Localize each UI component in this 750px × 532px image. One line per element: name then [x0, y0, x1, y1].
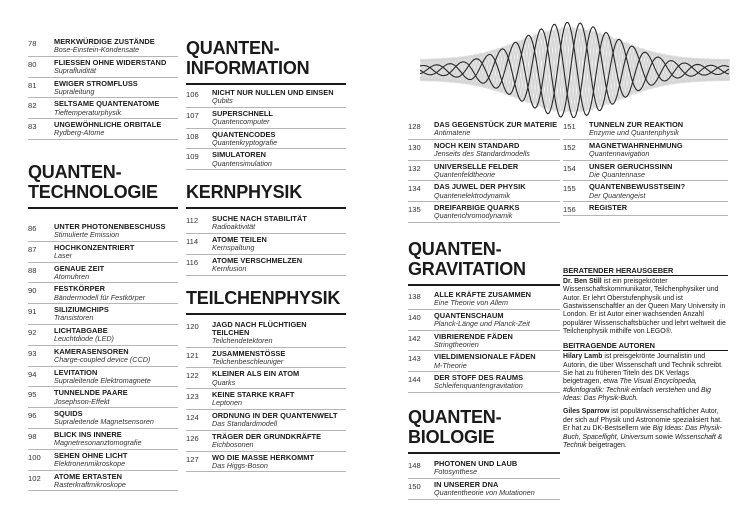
- author1-text-b: und: [685, 386, 702, 394]
- entry-title: SUCHE NACH STABILITÄT: [212, 214, 307, 224]
- entry-subtitle: Supraleitende Magnetsensoren: [54, 417, 154, 427]
- entry-text: [54, 473, 178, 490]
- entry-subtitle: Quantenkryptografie: [212, 137, 278, 147]
- entry-text: [54, 327, 178, 344]
- page-number: 135: [408, 205, 421, 215]
- page-number: 94: [28, 369, 37, 379]
- entry-text: [212, 215, 346, 232]
- toc-list-biologie: [408, 458, 560, 500]
- toc-entry: [408, 181, 560, 202]
- entry-title: SUPERSCHNELL: [212, 108, 273, 118]
- page-number: 91: [28, 307, 37, 317]
- page-number: 128: [408, 122, 421, 131]
- entry-title: ALLE KRÄFTE ZUSAMMEN: [434, 289, 532, 299]
- entry-subtitle: Atomuhren: [54, 271, 90, 281]
- entry-title: ATOME TEILEN: [212, 234, 267, 244]
- toc-entry: [28, 450, 178, 471]
- entry-text: [589, 183, 728, 200]
- entry-title: TRÄGER DER GRUNDKRÄFTE: [212, 431, 322, 441]
- toc-entry: [563, 181, 728, 202]
- page-number: 109: [186, 152, 199, 162]
- toc-entry: [28, 408, 178, 429]
- page-number: 90: [28, 286, 37, 296]
- entry-subtitle: M-Theorie: [434, 360, 467, 370]
- entry-text: [212, 433, 346, 450]
- page-number: 154: [563, 163, 576, 173]
- entry-title: FLIESSEN OHNE WIDERSTAND: [54, 57, 167, 67]
- entry-title: TUNNELN ZUR REAKTION: [589, 120, 684, 129]
- page-number: 87: [28, 244, 37, 254]
- entry-subtitle: Quarks: [212, 377, 236, 387]
- toc-entry: [28, 57, 178, 78]
- toc-entry: [28, 367, 178, 388]
- entry-subtitle: Enzyme und Quantenphysik: [589, 128, 679, 138]
- entry-title: VIBRIERENDE FÄDEN: [434, 331, 513, 341]
- advisor-name: Dr. Ben Still: [563, 278, 602, 285]
- toc-entry: [186, 348, 346, 369]
- entry-subtitle: Magnetresonanztomografie: [54, 438, 142, 448]
- entry-text: [434, 481, 560, 498]
- page-number: 78: [28, 39, 37, 48]
- entry-title: NICHT NUR NULLEN UND EINSEN: [212, 88, 334, 97]
- entry-subtitle: Elektronenmikroskope: [54, 458, 126, 468]
- entry-subtitle: Teilchenbeschleuniger: [212, 356, 284, 366]
- section-heading-technologie: QUANTEN- TECHNOLOGIE: [28, 162, 178, 209]
- author1-name: Hilary Lamb: [563, 353, 603, 361]
- page-number: 102: [28, 473, 41, 483]
- page-number: 93: [28, 348, 37, 358]
- author1-bio: [563, 353, 728, 403]
- page-number: 121: [186, 350, 199, 360]
- page-number: 95: [28, 390, 37, 400]
- entry-subtitle: Stimulierte Emission: [54, 230, 120, 240]
- entry-subtitle: Quantencomputer: [212, 117, 270, 126]
- page-number: 155: [563, 184, 576, 194]
- entry-text: [54, 389, 178, 406]
- entry-subtitle: Teilchendetektoren: [212, 335, 273, 345]
- entry-title: FESTKÖRPER: [54, 284, 106, 294]
- entry-subtitle: Quantennavigation: [589, 149, 650, 158]
- entry-title: DER STOFF DES RAUMS: [434, 373, 524, 383]
- page-number: 106: [186, 90, 199, 99]
- entry-subtitle: Schleifenquantengravitation: [434, 381, 523, 391]
- page-number: 96: [28, 411, 37, 421]
- page-number: 143: [408, 354, 421, 364]
- entry-text: [212, 412, 346, 429]
- toc-column-d: [563, 119, 728, 216]
- toc-entry: [28, 304, 178, 325]
- entry-text: [54, 100, 178, 117]
- author1-text-a: ist preisgekrönte Journalistin und Autorin, die über Wissenschaft und Technik schreibt. Sie hat zu früheren Titeln des DK Verlags beigetragen, etwa: [563, 353, 723, 386]
- entry-title: UNIVERSELLE FELDER: [434, 161, 519, 171]
- wave-illustration: [420, 22, 730, 118]
- entry-subtitle: Supraleitende Elektromagnete: [54, 375, 151, 385]
- entry-subtitle: Der Quantengeist: [589, 190, 646, 200]
- section-heading-biologie: QUANTEN- BIOLOGIE: [408, 407, 560, 454]
- entry-title: ZUSAMMENSTÖSSE: [212, 348, 286, 358]
- entry-text: [434, 353, 560, 370]
- toc-entry: [186, 319, 346, 348]
- page-number: 108: [186, 131, 199, 141]
- entry-title: KLEINER ALS EIN ATOM: [212, 369, 300, 379]
- entry-title: ATOME ERTASTEN: [54, 471, 123, 481]
- entry-title: LEVITATION: [54, 367, 98, 377]
- author2-text-a: ist populärwissenschaftlicher Autor, der sich auf Physik und Astronomie spezialisiert hat. Er hat zu DK-Bestsellern wie: [563, 408, 722, 433]
- entry-title: KAMERASENSOREN: [54, 346, 129, 356]
- entry-subtitle: Bose-Einstein-Kondensate: [54, 45, 140, 55]
- entry-subtitle: Fotosynthese: [434, 467, 478, 477]
- author1-book2: Big Ideas: Das Physik-Buch.: [563, 386, 711, 403]
- page-number: 126: [186, 433, 199, 443]
- entry-subtitle: Josephson-Effekt: [54, 396, 110, 406]
- page-number: 82: [28, 101, 37, 111]
- toc-entry: [186, 234, 346, 255]
- toc-entry: [408, 119, 560, 140]
- entry-subtitle: Charge-coupled device (CCD): [54, 354, 151, 364]
- toc-entry: [28, 98, 178, 119]
- entry-title: JAGD NACH FLÜCHTIGEN TEILCHEN: [212, 319, 307, 337]
- page-number: 116: [186, 257, 199, 267]
- entry-subtitle: Das Standardmodell: [212, 419, 278, 429]
- toc-entry: [186, 368, 346, 389]
- entry-subtitle: Tieftemperaturphysik: [54, 107, 122, 117]
- entry-subtitle: Die Quantennase: [589, 169, 645, 179]
- entry-subtitle: Quantenfeldtheorie: [434, 169, 496, 179]
- entry-subtitle: Stringtheorien: [434, 339, 479, 349]
- entry-text: [589, 204, 728, 214]
- page-number: 80: [28, 59, 37, 69]
- entry-text: [212, 454, 346, 471]
- entry-subtitle: Rasterkraftmikroskope: [54, 479, 126, 489]
- toc-entry: [186, 129, 346, 150]
- entry-subtitle: Rydberg-Atome: [54, 128, 105, 138]
- entry-title: BLICK INS INNERE: [54, 429, 122, 439]
- page-number: 86: [28, 223, 37, 233]
- entry-title: GENAUE ZEIT: [54, 263, 105, 273]
- entry-subtitle: Qubits: [212, 96, 233, 106]
- toc-entry: [408, 202, 560, 223]
- page-number: 98: [28, 431, 37, 441]
- toc-entry: [408, 310, 560, 331]
- credits-block: [563, 266, 728, 455]
- page-number: 83: [28, 122, 37, 132]
- entry-subtitle: Kernfusion: [212, 263, 247, 273]
- entry-text: [54, 306, 178, 323]
- entry-text: [212, 257, 346, 274]
- entry-subtitle: Suprafluidität: [54, 66, 96, 75]
- page-number: 123: [186, 392, 199, 402]
- entry-title: MAGNETWAHRNEHMUNG: [589, 140, 683, 150]
- entry-text: [212, 321, 346, 346]
- authors-heading: BEITRAGENDE AUTOREN: [563, 341, 655, 351]
- author2-book2: Wissenschaft & Technik: [563, 433, 723, 449]
- entry-text: [54, 285, 178, 302]
- page-number: 152: [563, 142, 576, 152]
- entry-title: HOCHKONZENTRIERT: [54, 242, 135, 252]
- entry-text: [434, 312, 560, 329]
- entry-subtitle: Antimaterie: [434, 128, 471, 138]
- entry-text: [212, 350, 346, 367]
- page-number: 150: [408, 481, 421, 491]
- toc-entry: [28, 119, 178, 140]
- entry-text: [54, 452, 178, 469]
- advisor-text: ist ein preisgekrönter Wissenschaftskommunikator, Teilchenphysiker und Autor. Er lehrt Oberstufenphysik und ist Gastwissenschaftler an der Queen Mary University in London. Er ist Autor einer wachsenden Anzahl populärer Wissenschaftsbücher und lehrt weltweit die Teilchenphysik mithilfe von LEGO®.: [563, 278, 726, 336]
- entry-text: [54, 348, 178, 365]
- toc-entry: [28, 471, 178, 492]
- entry-title: SILIZIUMCHIPS: [54, 305, 109, 315]
- section-heading-teilchenphysik: TEILCHENPHYSIK: [186, 288, 346, 315]
- toc-entry: [408, 289, 560, 310]
- toc-entry: [28, 78, 178, 99]
- toc-list-information: [186, 87, 346, 170]
- entry-title: SQUIDS: [54, 409, 83, 419]
- page-number: 107: [186, 110, 199, 120]
- page-number: 148: [408, 460, 421, 470]
- page-number: 112: [186, 216, 199, 226]
- entry-text: [434, 142, 560, 159]
- toc-entry: [186, 431, 346, 452]
- toc-list-biologie-cont: [563, 119, 728, 216]
- entry-title: QUANTENSCHAUM: [434, 310, 504, 320]
- toc-column-a: [28, 36, 178, 491]
- entry-subtitle: Radioaktivität: [212, 222, 256, 232]
- page-number: 140: [408, 312, 421, 322]
- entry-text: [54, 59, 178, 76]
- entry-text: [212, 89, 346, 106]
- entry-text: [434, 183, 560, 200]
- toc-entry: [28, 387, 178, 408]
- toc-list-technologie: [28, 221, 178, 491]
- toc-entry: [28, 242, 178, 263]
- entry-subtitle: Bändermodell für Festkörper: [54, 292, 146, 302]
- page-number: 151: [563, 122, 576, 131]
- entry-text: [589, 142, 728, 159]
- entry-title: ATOME VERSCHMELZEN: [212, 255, 303, 265]
- author2-text-b: sowie: [653, 433, 675, 441]
- authors-rule: [563, 350, 728, 351]
- entry-text: [212, 151, 346, 168]
- entry-title: SELTSAME QUANTENATOME: [54, 99, 160, 109]
- entry-text: [589, 121, 728, 138]
- entry-text: [434, 460, 560, 477]
- entry-subtitle: Laser: [54, 250, 72, 260]
- entry-text: [54, 38, 178, 55]
- page-number: 127: [186, 454, 199, 464]
- entry-text: [54, 80, 178, 97]
- advisor-bio: [563, 278, 728, 336]
- toc-entry: [186, 255, 346, 276]
- section-heading-gravitation: QUANTEN- GRAVITATION: [408, 239, 560, 286]
- entry-title: LICHTABGABE: [54, 325, 108, 335]
- entry-title: EWIGER STROMFLUSS: [54, 78, 138, 88]
- entry-title: MERKWÜRDIGE ZUSTÄNDE: [54, 37, 155, 46]
- entry-subtitle: Kernspaltung: [212, 243, 255, 253]
- toc-list-teilchenphysik: [186, 319, 346, 473]
- toc-entry: [28, 283, 178, 304]
- entry-subtitle: Planck-Länge und Planck-Zeit: [434, 318, 530, 328]
- toc-entry: [563, 161, 728, 182]
- entry-title: NOCH KEIN STANDARD: [434, 140, 520, 150]
- toc-entry: [28, 36, 178, 57]
- toc-list-states: [28, 36, 178, 140]
- section-heading-kernphysik: KERNPHYSIK: [186, 182, 346, 209]
- entry-subtitle: Quantenelektrodynamik: [434, 190, 510, 200]
- entry-title: SIMULATOREN: [212, 150, 267, 160]
- entry-text: [434, 291, 560, 308]
- entry-title: KEINE STARKE KRAFT: [212, 390, 295, 400]
- author2-book1: Big Ideas: Das Physik-Buch, Spaceflight, Universum: [563, 425, 722, 441]
- toc-entry: [186, 149, 346, 170]
- toc-column-c: [408, 119, 560, 500]
- entry-subtitle: Quantentheorie von Mutationen: [434, 487, 535, 497]
- entry-text: [589, 163, 728, 180]
- entry-title: PHOTONEN UND LAUB: [434, 458, 518, 468]
- toc-entry: [186, 87, 346, 108]
- entry-text: [434, 333, 560, 350]
- toc-entry: [408, 479, 560, 500]
- page-number: 142: [408, 333, 421, 343]
- entry-title: ORDNUNG IN DER QUANTENWELT: [212, 410, 338, 420]
- toc-entry: [408, 372, 560, 393]
- author1-book1: The Visual Encyclopedia, #dkinfografik: Technik einfach verstehen: [563, 378, 697, 394]
- toc-list-gravitation: [408, 289, 560, 393]
- entry-title: IN UNSERER DNA: [434, 479, 499, 489]
- entry-text: [434, 121, 560, 138]
- entry-text: [212, 236, 346, 253]
- entry-text: [54, 244, 178, 261]
- toc-entry: [563, 119, 728, 140]
- entry-title: SEHEN OHNE LICHT: [54, 450, 128, 460]
- toc-entry: [408, 140, 560, 161]
- entry-subtitle: Transistoren: [54, 313, 94, 323]
- page-number: 100: [28, 452, 41, 462]
- entry-title: REGISTER: [589, 203, 628, 213]
- entry-subtitle: Leuchtdiode (LED): [54, 334, 114, 344]
- entry-title: QUANTENCODES: [212, 129, 276, 139]
- toc-entry: [28, 325, 178, 346]
- toc-list-teilchen-cont: [408, 119, 560, 223]
- toc-entry: [186, 410, 346, 431]
- entry-text: [54, 265, 178, 282]
- entry-text: [212, 370, 346, 387]
- toc-entry: [563, 202, 728, 216]
- entry-text: [434, 374, 560, 391]
- page-number: 88: [28, 265, 37, 275]
- entry-text: [434, 204, 560, 221]
- entry-title: DAS JUWEL DER PHYSIK: [434, 182, 526, 192]
- toc-entry: [186, 213, 346, 234]
- author2-name: Giles Sparrow: [563, 408, 610, 416]
- page-number: 132: [408, 163, 421, 173]
- toc-entry: [408, 331, 560, 352]
- entry-subtitle: Quantensimulation: [212, 158, 272, 168]
- entry-subtitle: Supraleitung: [54, 86, 95, 96]
- entry-title: DREIFARBIGE QUARKS: [434, 203, 520, 213]
- page-number: 138: [408, 291, 421, 301]
- toc-entry: [186, 108, 346, 129]
- page-number: 144: [408, 375, 421, 385]
- entry-text: [212, 391, 346, 408]
- entry-text: [54, 121, 178, 138]
- toc-entry: [28, 346, 178, 367]
- entry-subtitle: Eine Theorie von Allem: [434, 298, 509, 308]
- page-number: 120: [186, 321, 199, 331]
- toc-entry: [28, 263, 178, 284]
- entry-text: [54, 369, 178, 386]
- entry-title: DAS GEGENSTÜCK ZUR MATERIE: [434, 120, 558, 129]
- entry-text: [54, 223, 178, 240]
- advisor-rule: [563, 275, 728, 276]
- entry-subtitle: Quantenchromodynamik: [434, 211, 513, 221]
- section-heading-information: QUANTEN- INFORMATION: [186, 38, 346, 85]
- entry-title: TUNNELNDE PAARE: [54, 388, 128, 398]
- entry-text: [434, 163, 560, 180]
- entry-text: [54, 431, 178, 448]
- entry-subtitle: Jenseits des Standardmodells: [434, 149, 530, 158]
- entry-text: [212, 131, 346, 148]
- toc-entry: [563, 140, 728, 161]
- entry-title: UNTER PHOTONENBESCHUSS: [54, 221, 166, 231]
- entry-title: UNGEWÖHNLICHE ORBITALE: [54, 120, 162, 130]
- entry-title: QUANTENBEWUSSTSEIN?: [589, 182, 686, 192]
- page-number: 81: [28, 80, 37, 90]
- entry-subtitle: Leptonen: [212, 398, 242, 408]
- page-number: 130: [408, 142, 421, 152]
- toc-entry: [408, 351, 560, 372]
- page-number: 122: [186, 371, 199, 381]
- page-number: 124: [186, 412, 199, 422]
- author2-bio: [563, 408, 728, 450]
- toc-entry: [186, 389, 346, 410]
- entry-subtitle: Das Higgs-Boson: [212, 460, 268, 470]
- page-number: 114: [186, 236, 199, 246]
- toc-entry: [186, 452, 346, 473]
- author2-text-c: beigetragen.: [586, 441, 627, 449]
- toc-entry: [28, 221, 178, 242]
- entry-text: [54, 410, 178, 427]
- toc-entry: [28, 429, 178, 450]
- toc-entry: [408, 161, 560, 182]
- entry-title: VIELDIMENSIONALE FÄDEN: [434, 352, 536, 362]
- entry-title: WO DIE MASSE HERKOMMT: [212, 452, 315, 462]
- entry-text: [212, 110, 346, 127]
- page-number: 92: [28, 327, 37, 337]
- entry-title: UNSER GERUCHSSINN: [589, 161, 673, 171]
- toc-list-kernphysik: [186, 213, 346, 275]
- page-number: 156: [563, 205, 576, 215]
- entry-subtitle: Eichbosonen: [212, 439, 254, 449]
- page-number: 134: [408, 184, 421, 194]
- toc-column-b: [186, 38, 346, 472]
- toc-entry: [408, 458, 560, 479]
- advisor-heading: BERATENDER HERAUSGEBER: [563, 266, 674, 275]
